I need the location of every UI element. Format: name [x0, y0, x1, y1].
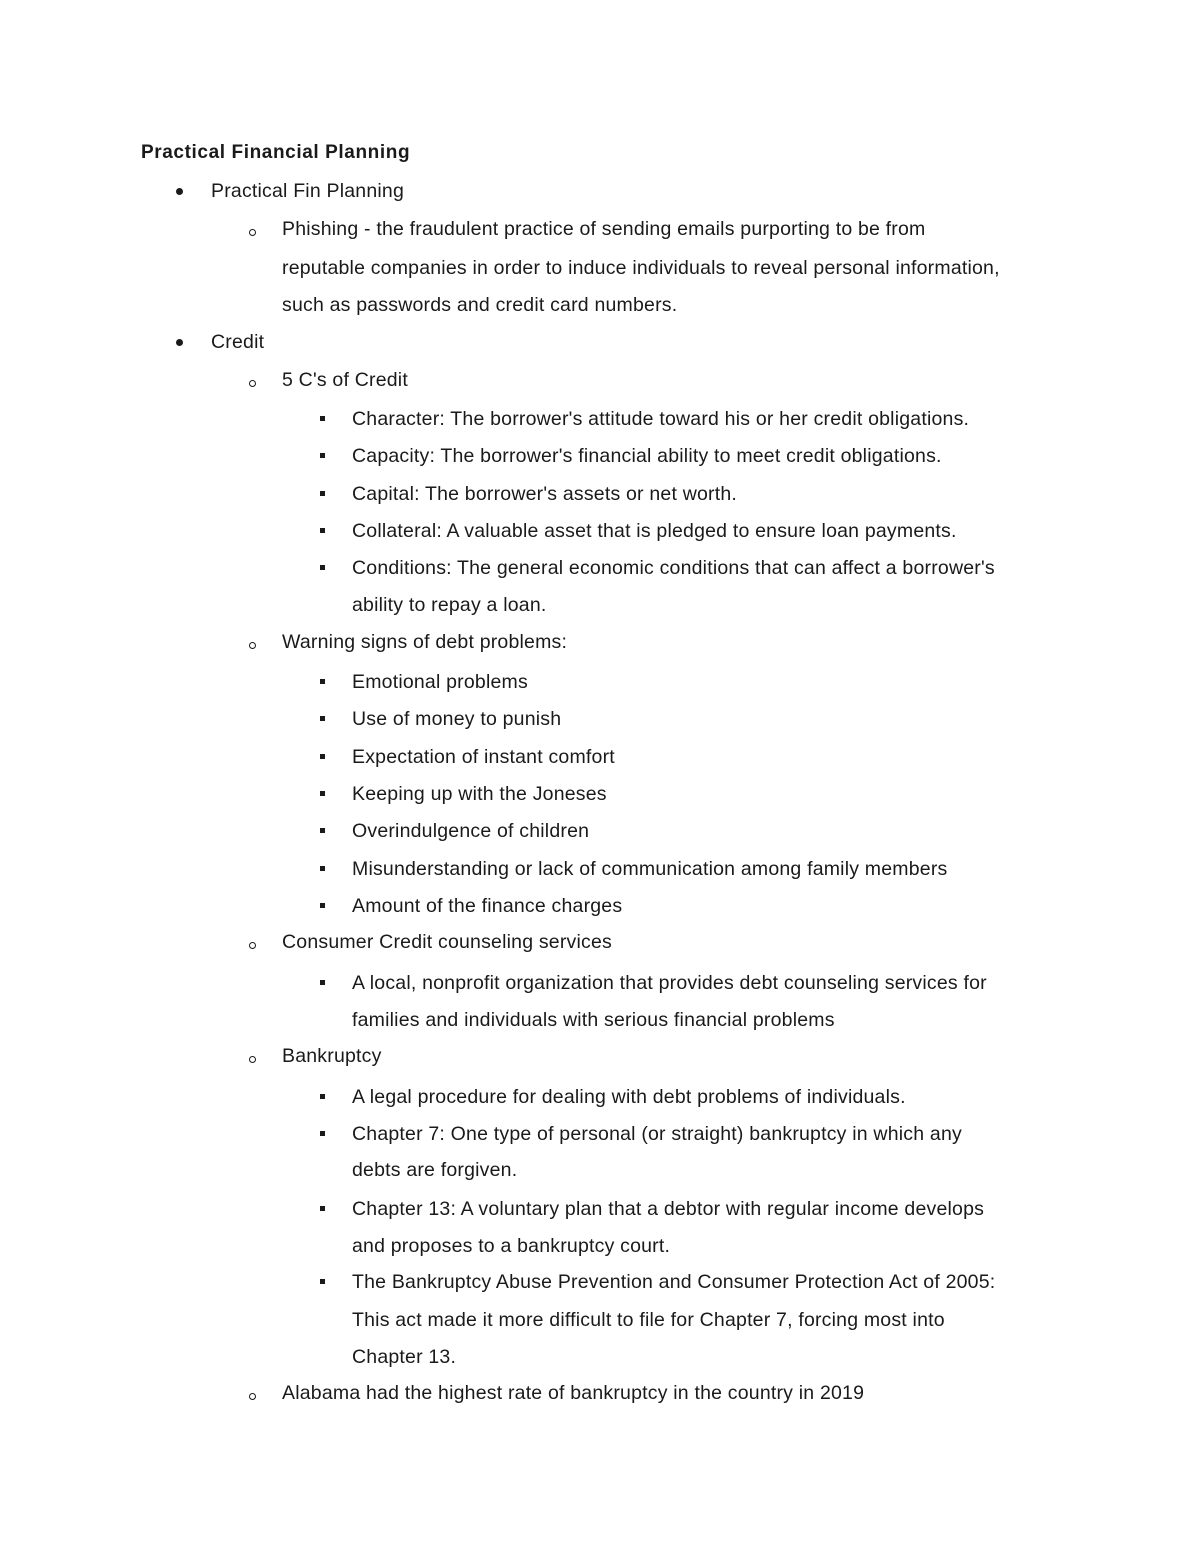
list-item: Emotional problems	[352, 671, 528, 693]
list-item: A legal procedure for dealing with debt problems of individuals.	[352, 1086, 906, 1108]
bullet-square-icon	[320, 1279, 325, 1284]
bullet-square-icon	[320, 1131, 325, 1136]
bullet-circle-icon	[249, 942, 256, 949]
act-2005-line-3: Chapter 13.	[352, 1346, 457, 1368]
section-label-practical-fin-planning: Practical Fin Planning	[211, 180, 404, 202]
list-item-capacity: Capacity: The borrower's financial ability to meet credit obligations.	[352, 445, 942, 467]
phishing-line-2: reputable companies in order to induce individuals to reveal personal information,	[282, 257, 1000, 279]
bullet-square-icon	[320, 1206, 325, 1211]
list-item: Amount of the finance charges	[352, 895, 623, 917]
list-item-capital: Capital: The borrower's assets or net worth.	[352, 483, 737, 505]
list-item: Misunderstanding or lack of communication among family members	[352, 858, 948, 880]
chapter-13-line-1: Chapter 13: A voluntary plan that a debtor with regular income develops	[352, 1198, 985, 1220]
list-item-character: Character: The borrower's attitude toward his or her credit obligations.	[352, 408, 970, 430]
bullet-square-icon	[320, 716, 325, 721]
bullet-circle-icon	[249, 229, 256, 236]
bullet-square-icon	[320, 903, 325, 908]
chapter-7-line-1: Chapter 7: One type of personal (or straight) bankruptcy in which any	[352, 1123, 962, 1145]
warning-signs-heading: Warning signs of debt problems:	[282, 631, 568, 653]
bullet-square-icon	[320, 528, 325, 533]
bullet-square-icon	[320, 866, 325, 871]
bullet-square-icon	[320, 565, 325, 570]
five-cs-heading: 5 C's of Credit	[282, 369, 408, 391]
bullet-square-icon	[320, 491, 325, 496]
section-label-credit: Credit	[211, 331, 265, 353]
bullet-square-icon	[320, 791, 325, 796]
list-item-collateral: Collateral: A valuable asset that is pledged to ensure loan payments.	[352, 520, 957, 542]
bullet-circle-icon	[249, 1393, 256, 1400]
list-item-conditions-line-2: ability to repay a loan.	[352, 594, 547, 616]
alabama-note: Alabama had the highest rate of bankruptcy in the country in 2019	[282, 1382, 865, 1404]
bullet-square-icon	[320, 754, 325, 759]
bullet-square-icon	[320, 453, 325, 458]
list-item: Keeping up with the Joneses	[352, 783, 607, 805]
list-item: Use of money to punish	[352, 708, 562, 730]
list-item: Expectation of instant comfort	[352, 746, 615, 768]
chapter-7-line-2: debts are forgiven.	[352, 1159, 518, 1181]
counseling-line-2: families and individuals with serious financial problems	[352, 1009, 835, 1031]
counseling-line-1: A local, nonprofit organization that provides debt counseling services for	[352, 972, 987, 994]
bullet-disc-icon	[176, 339, 183, 346]
phishing-line-1: Phishing - the fraudulent practice of sending emails purporting to be from	[282, 218, 926, 240]
bullet-square-icon	[320, 1094, 325, 1099]
list-item: Overindulgence of children	[352, 820, 590, 842]
bullet-disc-icon	[176, 188, 183, 195]
phishing-line-3: such as passwords and credit card numbers.	[282, 294, 678, 316]
bullet-circle-icon	[249, 642, 256, 649]
bullet-circle-icon	[249, 380, 256, 387]
list-item-conditions-line-1: Conditions: The general economic conditions that can affect a borrower's	[352, 557, 995, 579]
bullet-square-icon	[320, 679, 325, 684]
bullet-square-icon	[320, 828, 325, 833]
counseling-heading: Consumer Credit counseling services	[282, 931, 612, 953]
chapter-13-line-2: and proposes to a bankruptcy court.	[352, 1235, 671, 1257]
page-title: Practical Financial Planning	[141, 142, 411, 163]
bullet-square-icon	[320, 980, 325, 985]
act-2005-line-2: This act made it more difficult to file for Chapter 7, forcing most into	[352, 1309, 945, 1331]
bankruptcy-heading: Bankruptcy	[282, 1045, 382, 1067]
act-2005-line-1: The Bankruptcy Abuse Prevention and Consumer Protection Act of 2005:	[352, 1271, 996, 1293]
bullet-square-icon	[320, 416, 325, 421]
bullet-circle-icon	[249, 1056, 256, 1063]
